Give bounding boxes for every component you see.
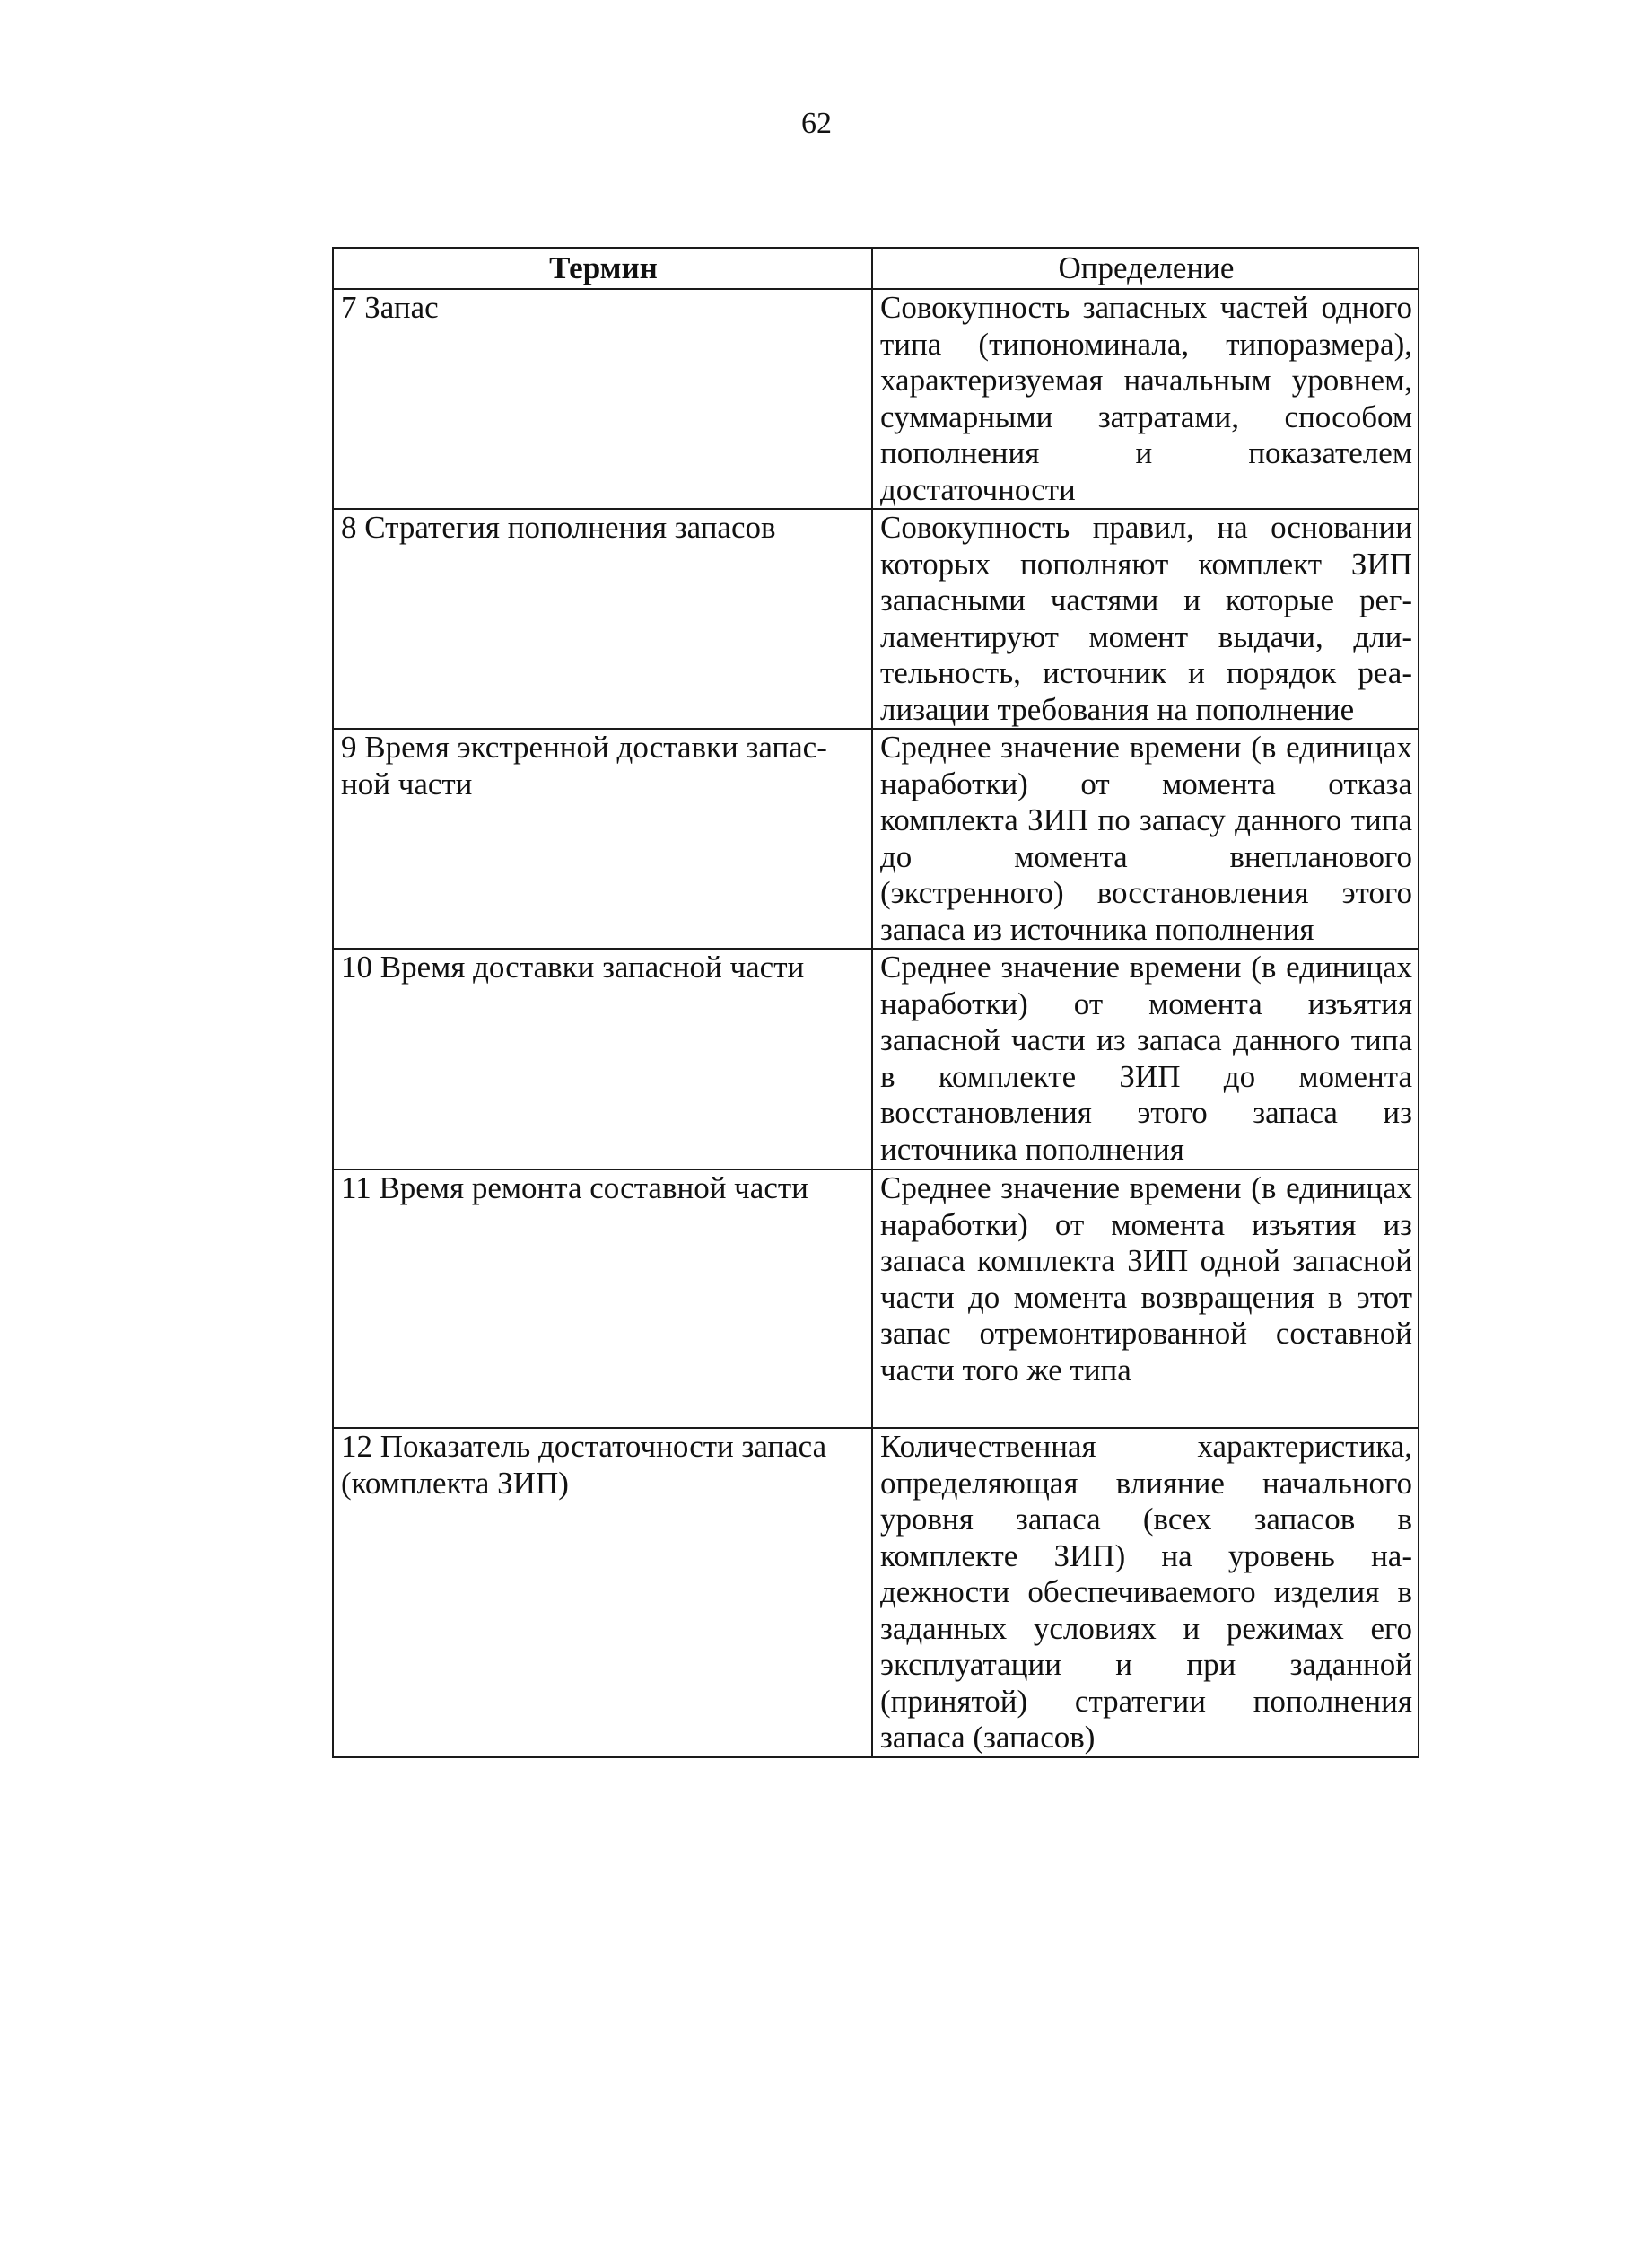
term-cell: 12 Показатель достаточности запаса (комплекта ЗИП) bbox=[333, 1428, 872, 1757]
header-term: Термин bbox=[333, 248, 872, 289]
term-cell: 9 Время экстренной доставки запасной части bbox=[333, 729, 872, 949]
definition-cell: Совокупность запасных частей одного типа (типономинала, типоразмера), характеризуемая начальным уровнем, суммарными затратами, способом пополнения и показателем достаточности bbox=[872, 289, 1419, 509]
table-row bbox=[333, 729, 1419, 949]
table-header-row bbox=[333, 248, 1419, 289]
table-row bbox=[333, 949, 1419, 1169]
page-number: 62 bbox=[801, 107, 832, 140]
table-row bbox=[333, 289, 1419, 509]
term-cell: 7 Запас bbox=[333, 289, 872, 509]
table-row bbox=[333, 1428, 1419, 1757]
header-definition: Определение bbox=[872, 248, 1419, 289]
definition-cell: Среднее значение времени (в единицах наработки) от момента изъятия запасной части из запаса данного типа в комплекте ЗИП до момента восстановления этого запаса из источника пополнения bbox=[872, 949, 1419, 1169]
term-cell: 11 Время ремонта составной части bbox=[333, 1169, 872, 1428]
term-cell: 10 Время доставки запасной части bbox=[333, 949, 872, 1169]
terms-table bbox=[332, 247, 1419, 1758]
definition-cell: Совокупность правил, на основании которых пополняют комплект ЗИП запасными частями и которые регламентируют момент выдачи, длительность, источник и порядок реализации требования на пополнение bbox=[872, 509, 1419, 729]
table-row bbox=[333, 1169, 1419, 1428]
term-cell: 8 Стратегия пополнения запасов bbox=[333, 509, 872, 729]
definition-cell: Количественная характеристика, определяющая влияние начального уровня запаса (всех запасов в комплекте ЗИП) на уровень надежности обеспечиваемого изделия в заданных условиях и режимах его эксплуатации и при заданной (принятой) стратегии пополнения запаса (запасов) bbox=[872, 1428, 1419, 1757]
definition-cell: Среднее значение времени (в единицах наработки) от момента изъятия из запаса комплекта ЗИП одной запасной части до момента возвращения в этот запас отремонтированной составной части того же типа bbox=[872, 1169, 1419, 1428]
definition-cell: Среднее значение времени (в единицах наработки) от момента отказа комплекта ЗИП по запасу данного типа до момента внепланового (экстренного) восстановления этого запаса из источника пополнения bbox=[872, 729, 1419, 949]
table-row bbox=[333, 509, 1419, 729]
